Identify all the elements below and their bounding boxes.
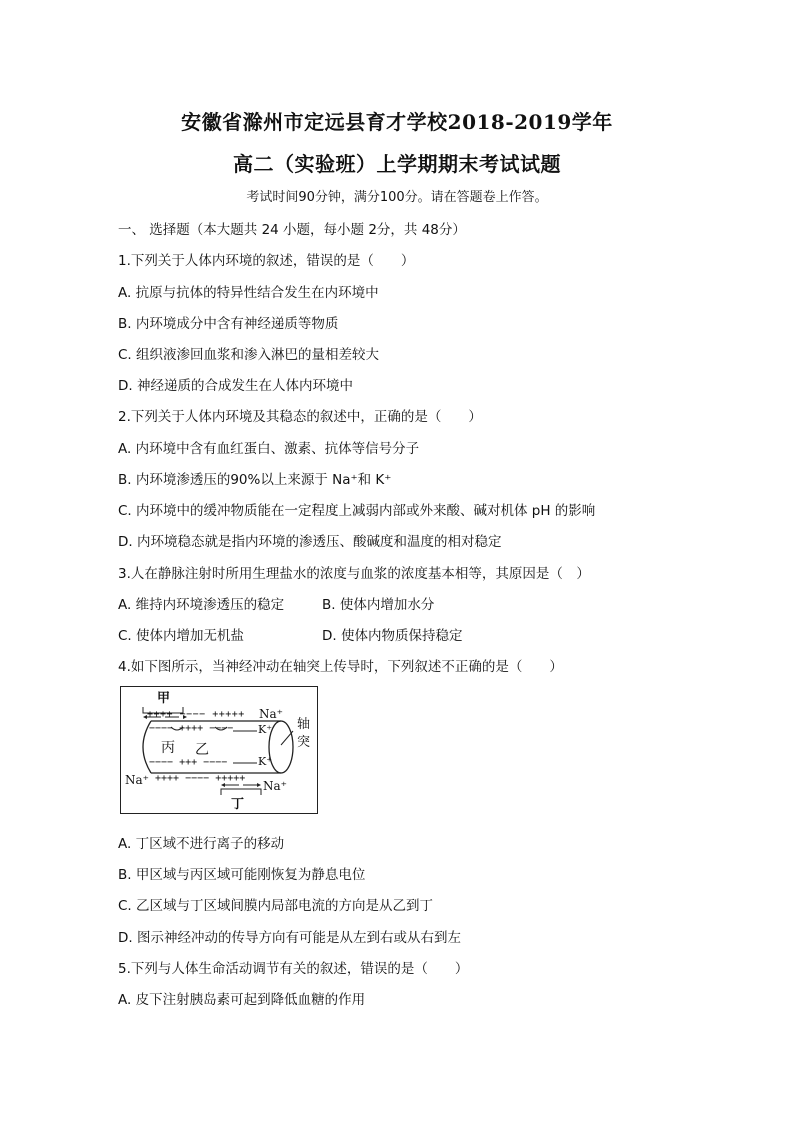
question-4-option-b: B. 甲区域与丙区域可能刚恢复为静息电位 — [118, 867, 366, 883]
question-2-option-b: B. 内环境渗透压的90%以上来源于 Na⁺和 K⁺ — [118, 472, 392, 488]
charges-top-inner: −−−− ++++ −−−− — [149, 723, 234, 734]
label-yi: 乙 — [195, 742, 209, 758]
question-2-option-c: C. 内环境中的缓冲物质能在一定程度上减弱内部或外来酸、碱对机体 pH 的影响 — [118, 503, 596, 519]
question-3-option-b: B. 使体内增加水分 — [322, 597, 435, 613]
question-3-stem: 3.人在静脉注射时所用生理盐水的浓度与血浆的浓度基本相等，其原因是（ ） — [118, 566, 590, 582]
label-na-bottom: Na⁺ — [263, 779, 287, 793]
label-jia: 甲 — [157, 691, 171, 706]
axon-cross-section — [269, 721, 293, 773]
label-ding: 丁 — [231, 797, 245, 812]
axon-diagram — [120, 686, 318, 814]
question-1-option-a: A. 抗原与抗体的特异性结合发生在内环境中 — [118, 285, 379, 301]
label-k-upper: K⁺ — [258, 723, 273, 736]
label-bing: 丙 — [161, 740, 175, 756]
question-1-stem: 1.下列关于人体内环境的叙述，错误的是（ ） — [118, 253, 415, 269]
question-2-stem: 2.下列关于人体内环境及其稳态的叙述中，正确的是（ ） — [118, 409, 482, 425]
axon-diagram-svg — [121, 687, 316, 812]
section-heading: 一、 选择题（本大题共 24 小题，每小题 2分，共 48分） — [118, 222, 466, 238]
charges-top-outer: ++++ −−−− +++++ — [147, 709, 245, 720]
question-2-option-a: A. 内环境中含有血红蛋白、激素、抗体等信号分子 — [118, 441, 420, 457]
question-2-option-d: D. 内环境稳态就是指内环境的渗透压、酸碱度和温度的相对稳定 — [118, 534, 502, 550]
axon-pointer-line — [281, 731, 293, 745]
label-na-left: Na⁺ — [125, 773, 149, 787]
label-na-top: Na⁺ — [259, 707, 283, 721]
question-4-option-d: D. 图示神经冲动的传导方向有可能是从左到右或从右到左 — [118, 930, 461, 946]
question-4-stem: 4.如下图所示，当神经冲动在轴突上传导时，下列叙述不正确的是（ ） — [118, 659, 563, 675]
question-3-option-a: A. 维持内环境渗透压的稳定 — [118, 597, 285, 613]
question-4-option-c: C. 乙区域与丁区域间膜内局部电流的方向是从乙到丁 — [118, 898, 434, 914]
title-line-1: 安徽省滁州市定远县育才学校2018-2019学年 — [181, 110, 613, 134]
question-4-option-a: A. 丁区域不进行离子的移动 — [118, 836, 285, 852]
question-1-option-c: C. 组织液渗回血浆和渗入淋巴的量相差较大 — [118, 347, 380, 363]
question-1-option-d: D. 神经递质的合成发生在人体内环境中 — [118, 378, 353, 394]
question-5-option-a: A. 皮下注射胰岛素可起到降低血糖的作用 — [118, 992, 366, 1008]
charges-bottom-inner: −−−− +++ −−−− — [149, 757, 228, 768]
exam-instructions: 考试时间90分钟，满分100分。请在答题卷上作答。 — [246, 190, 548, 205]
question-3-option-d: D. 使体内物质保持稳定 — [322, 628, 463, 644]
label-axon-2: 突 — [297, 735, 311, 750]
question-1-option-b: B. 内环境成分中含有神经递质等物质 — [118, 316, 339, 332]
label-axon-1: 轴 — [297, 717, 311, 732]
title-line-2: 高二（实验班）上学期期末考试试题 — [233, 152, 561, 176]
question-3-option-c: C. 使体内增加无机盐 — [118, 628, 245, 644]
question-5-stem: 5.下列与人体生命活动调节有关的叙述，错误的是（ ） — [118, 961, 469, 977]
charges-bottom-outer: ++++ −−−− +++++ — [155, 773, 246, 784]
label-k-lower: K⁺ — [258, 755, 273, 768]
